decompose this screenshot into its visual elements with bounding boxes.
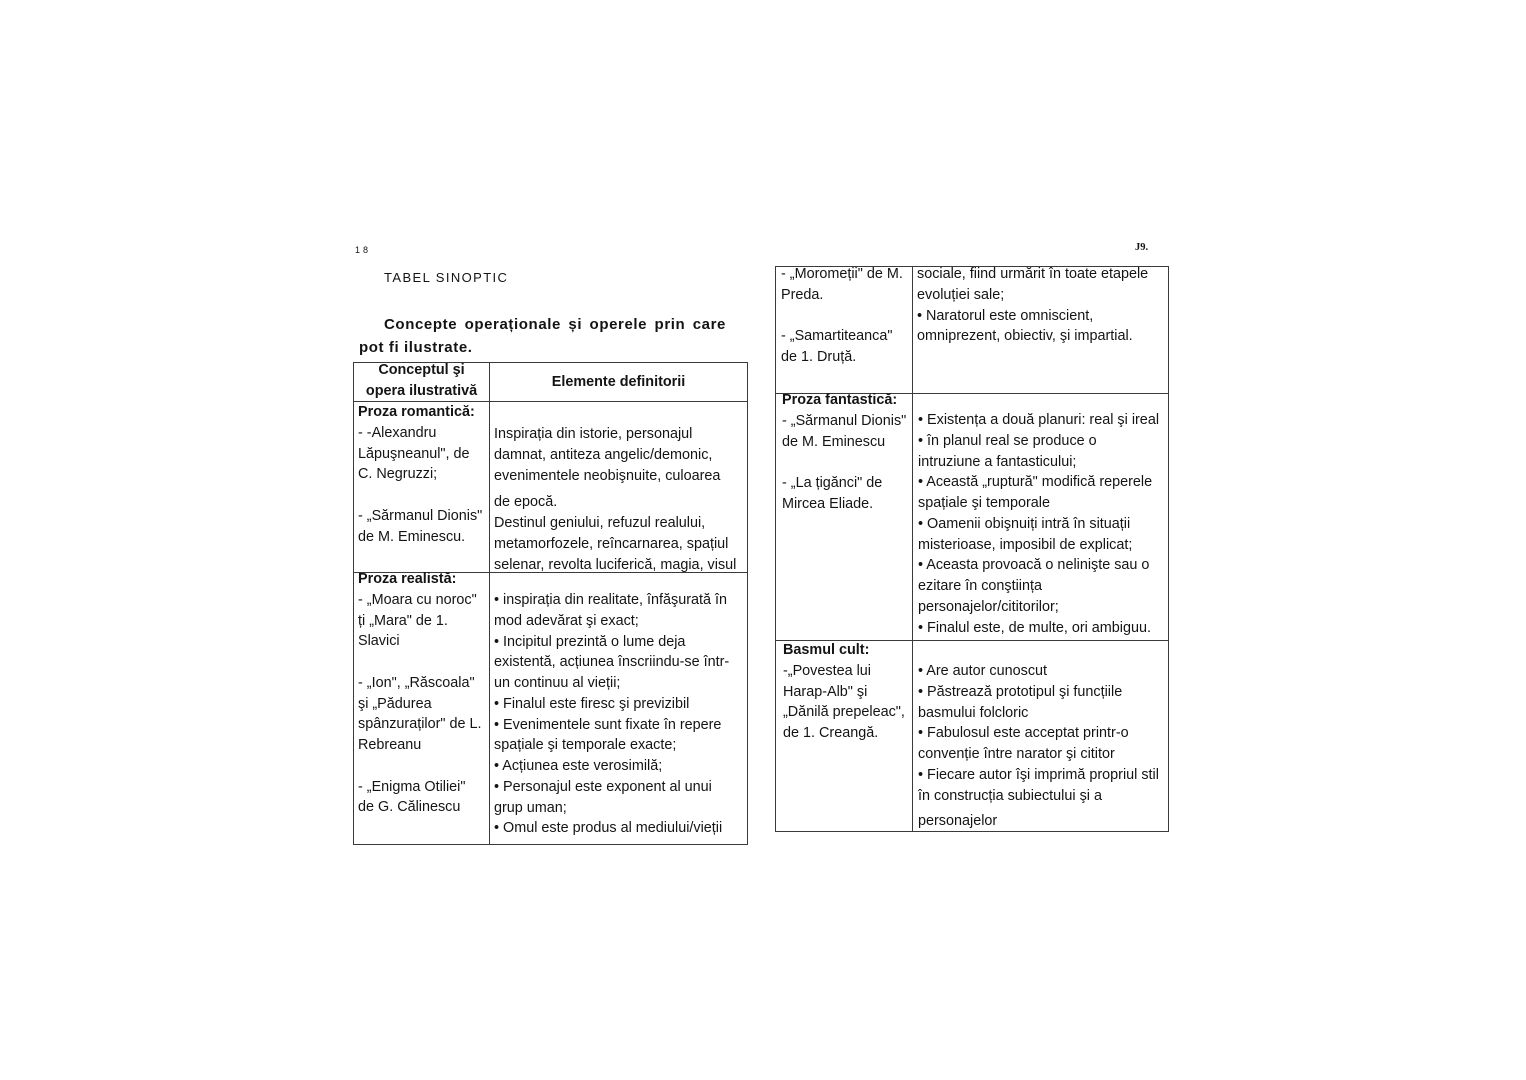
works-list — [358, 423, 489, 548]
text-line: evenimentele neobişnuite, culoarea — [494, 467, 721, 484]
text-line: • Naratorul este omniscient, — [917, 307, 1094, 324]
text-line: C. Negruzzi; — [358, 466, 438, 483]
text-line: de M. Eminescu — [782, 433, 886, 450]
text-line: damnat, antiteza angelic/demonic, — [494, 446, 713, 463]
section-title: TABEL SINOPTIC — [384, 270, 509, 285]
work-entry — [781, 264, 912, 306]
text-line: un continuu al vieții; — [494, 675, 621, 691]
proza-realista-continued-works-cell — [775, 266, 913, 394]
genre-heading: Proza realistă: — [358, 571, 457, 587]
text-line: • Fabulosul este acceptat printr-o — [918, 725, 1129, 742]
text-line: spânzuraților" de L. — [358, 716, 482, 733]
text-line: -„Povestea lui — [783, 662, 871, 679]
text-line: - „Moara cu noroc" — [358, 591, 477, 608]
proza-realista-works-cell — [353, 572, 490, 845]
text-line: - -Alexandru — [358, 424, 437, 441]
text-line: - „Sărmanul Dionis" — [782, 412, 907, 429]
proza-realista-continued-definitions-cell — [912, 266, 1169, 394]
work-entry — [358, 423, 489, 485]
text-line: • Evenimentele sunt fixate în repere — [494, 716, 722, 733]
text-line: • Oamenii obişnuiți intră în situații — [918, 515, 1131, 532]
text-line: existentă, acțiunea înscriindu-se într- — [494, 654, 730, 671]
text-line: Slavici — [358, 633, 400, 650]
genre-heading: Basmul cult: — [783, 642, 870, 658]
text-line: Destinul geniului, refuzul realului, — [494, 515, 706, 531]
proza-romantica-definitions-cell — [489, 401, 748, 573]
text-line: metamorfozele, reîncarnarea, spațiul — [494, 535, 729, 552]
genre-heading: Proza fantastică: — [782, 392, 898, 408]
text-line: - „Sărmanul Dionis" — [358, 507, 483, 524]
works-content — [358, 569, 489, 818]
text-line: - „Ion", „Răscoala" — [358, 674, 475, 691]
text-line: ți „Mara" de 1. — [358, 612, 448, 629]
header-concept-text — [354, 360, 489, 402]
text-line: selenar, revolta luciferică, magia, visul — [494, 556, 737, 573]
text-line: Lăpuşneanul", de — [358, 445, 470, 462]
text-line: • Are autor cunoscut — [918, 663, 1048, 679]
text-line: evoluției sale; — [917, 286, 1005, 303]
work-entry — [781, 326, 912, 368]
text-line: misterioase, imposibil de explicat; — [918, 536, 1133, 553]
text-line: • Păstrează prototipul şi funcțiile — [918, 683, 1123, 700]
text-line: • Personajul este exponent al unui — [494, 778, 712, 795]
proza-romantica-works-cell — [353, 401, 490, 573]
text-line: omniprezent, obiectiv, şi impartial. — [917, 328, 1133, 345]
text-line: • inspirația din realitate, înfăşurată în — [494, 592, 728, 608]
text-line: Harap-Alb" şi — [783, 683, 868, 700]
header-concept-line: Conceptul şi — [378, 362, 465, 378]
text-line: - „Moromeții" de M. — [781, 266, 903, 282]
proza-fantastica-works-cell — [775, 393, 913, 641]
work-entry — [782, 473, 912, 515]
works-list — [782, 411, 912, 515]
works-list — [358, 590, 489, 818]
text-line: - „Enigma Otiliei" — [358, 778, 466, 795]
header-elements-text — [490, 363, 747, 401]
basmul-cult-works-cell — [775, 640, 913, 832]
text-line: Inspirația din istorie, personajul — [494, 426, 693, 442]
heading-line-2: pot fi ilustrate. — [359, 339, 473, 356]
definitions-list — [494, 424, 747, 575]
proza-realista-definitions-cell — [489, 572, 748, 845]
definitions-list — [918, 410, 1168, 638]
work-entry — [358, 673, 489, 756]
text-line: • Existența a două planuri: real şi ireal — [918, 412, 1160, 428]
text-line: • Omul este produs al mediului/vieții — [494, 820, 723, 837]
text-line: • Incipitul prezintă o lume deja — [494, 633, 686, 650]
proza-fantastica-definitions-cell — [912, 393, 1169, 641]
definitions-list — [917, 264, 1168, 347]
works-content — [783, 640, 912, 744]
text-line: grup uman; — [494, 799, 567, 816]
basmul-cult-definitions-cell — [912, 640, 1169, 832]
text-line: Preda. — [781, 286, 824, 303]
text-line: • în planul real se produce o — [918, 432, 1097, 449]
text-line: spațiale şi temporale — [918, 495, 1050, 511]
works-content — [358, 402, 489, 547]
text-line: de G. Călinescu — [358, 799, 461, 816]
text-line: basmului folcloric — [918, 704, 1029, 721]
text-line: de 1. Creangă. — [783, 725, 879, 741]
text-line: de M. Eminescu. — [358, 528, 466, 545]
text-line: personajelor/cititorilor; — [918, 598, 1059, 615]
text-line: • Finalul este, de multe, ori ambiguu. — [918, 619, 1152, 636]
text-line: intruziune a fantasticului; — [918, 453, 1077, 470]
header-concept-line: opera ilustrativă — [365, 382, 478, 399]
definitions-list — [494, 590, 747, 839]
text-line: • Finalul este firesc şi previzibil — [494, 695, 690, 712]
text-line: Mircea Eliade. — [782, 495, 874, 512]
page-number-right: J9. — [1135, 242, 1149, 253]
text-line: Rebreanu — [358, 737, 422, 753]
text-line: • Aceasta provoacă o nelinişte sau o — [918, 557, 1150, 574]
text-line: • Această „ruptură" modifică reperele — [918, 474, 1153, 491]
text-line: • Fiecare autor îşi imprimă propriul stil — [918, 766, 1159, 783]
header-elements-label: Elemente definitorii — [551, 373, 686, 390]
works-list — [783, 661, 912, 744]
genre-heading: Proza romantică: — [358, 404, 475, 420]
header-elements-cell — [489, 362, 748, 402]
text-line: de 1. Druță. — [781, 349, 857, 365]
work-entry — [358, 777, 489, 819]
synoptic-table-left — [353, 362, 748, 845]
page-number-left: 18 — [355, 245, 372, 255]
works-list — [781, 264, 912, 368]
text-line: ezitare în conştiința — [918, 578, 1042, 594]
header-concept-cell — [353, 362, 490, 402]
text-line: • Acțiunea este verosimilă; — [494, 758, 663, 774]
heading-line-1: Concepte operaționale și operele prin care — [384, 316, 726, 333]
text-line: de epocă. — [494, 494, 558, 511]
work-entry — [783, 661, 912, 744]
definitions-list — [918, 661, 1168, 832]
text-line: personajelor — [918, 813, 998, 830]
work-entry — [358, 590, 489, 652]
text-line: sociale, fiind urmărit în toate etapele — [917, 266, 1149, 282]
text-line: - „La țigănci" de — [782, 475, 883, 491]
text-line: spațiale şi temporale exacte; — [494, 737, 677, 754]
work-entry — [782, 411, 912, 453]
text-line: şi „Pădurea — [358, 695, 432, 712]
text-line: - „Samartiteanca" — [781, 328, 893, 345]
text-line: „Dănilă prepeleac", — [783, 704, 905, 721]
text-line: mod adevărat şi exact; — [494, 612, 639, 629]
synoptic-table-right — [775, 266, 1169, 832]
text-line: convenție între narator şi cititor — [918, 746, 1115, 762]
work-entry — [358, 506, 489, 548]
text-line: în construcția subiectului şi a — [918, 787, 1102, 804]
works-content — [782, 390, 912, 515]
